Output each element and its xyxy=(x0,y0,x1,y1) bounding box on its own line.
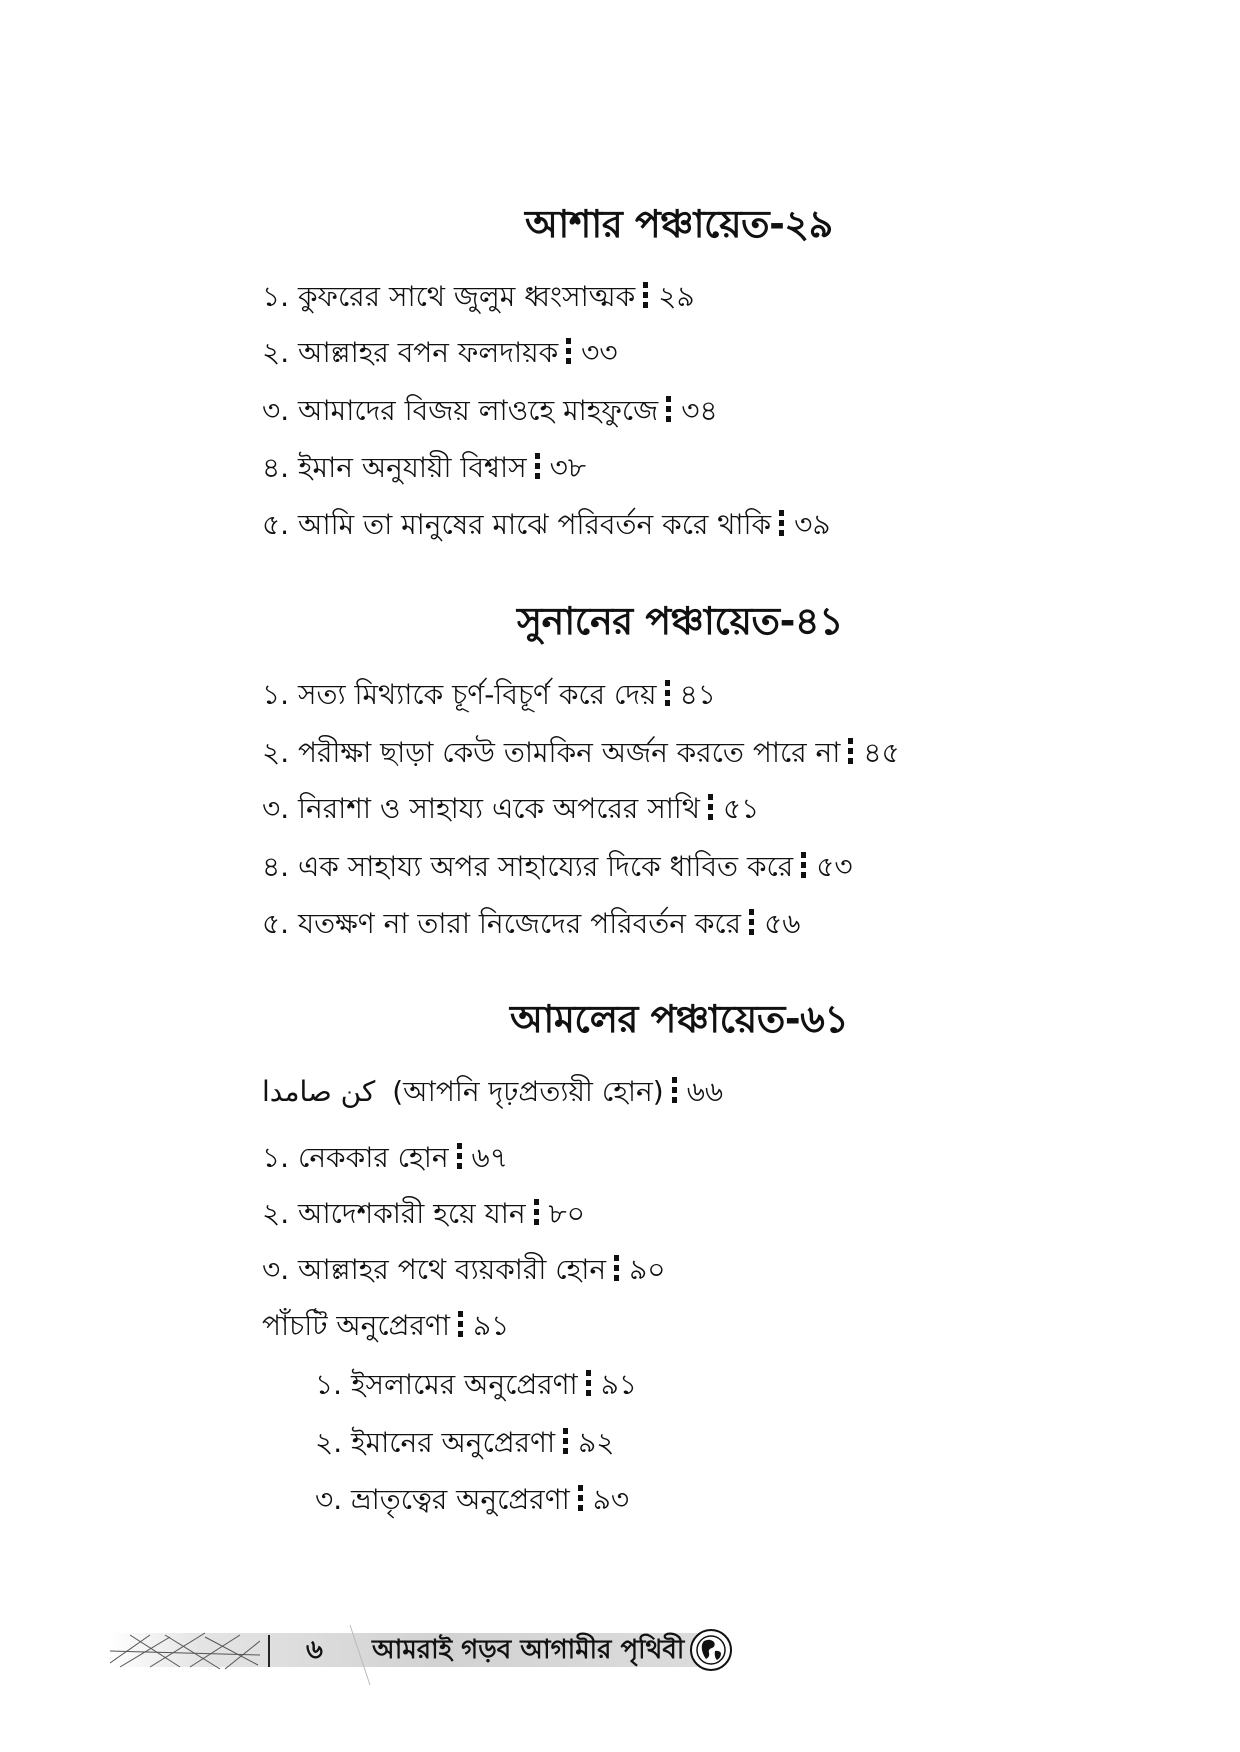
entry-text: ২. ইমানের অনুপ্রেরণা xyxy=(315,1426,556,1459)
separator-icon xyxy=(534,1199,539,1227)
entry-page: ৯৩ xyxy=(592,1483,630,1516)
separator-icon xyxy=(672,1077,677,1105)
entry-text: ৫. আমি তা মানুষের মাঝে পরিবর্তন করে থাকি xyxy=(262,508,772,541)
separator-icon xyxy=(848,738,853,766)
separator-icon xyxy=(566,338,571,366)
separator-icon xyxy=(643,282,648,310)
toc-entry xyxy=(262,1194,585,1234)
arabic-text: كن صامدا xyxy=(262,1075,376,1108)
entry-page: ৯১ xyxy=(472,1309,510,1342)
entry-text: ৩. ভ্রাতৃত্বের অনুপ্রেরণা xyxy=(315,1483,570,1516)
entry-page: ৪৫ xyxy=(863,736,900,769)
footer-page-number: ৬ xyxy=(306,1635,323,1665)
separator-icon xyxy=(708,794,713,822)
toc-subentry xyxy=(315,1365,637,1405)
separator-icon xyxy=(801,852,806,880)
entry-page: ৯১ xyxy=(600,1368,638,1401)
entry-text: ২. আদেশকারী হয়ে যান xyxy=(262,1197,526,1230)
entry-page: ৩৮ xyxy=(549,451,587,484)
entry-page: ৯২ xyxy=(578,1426,615,1459)
globe-icon xyxy=(688,1627,734,1673)
entry-text: ১. কুফরের সাথে জুলুম ধ্বংসাত্মক xyxy=(262,280,636,313)
section-title: আশার পঞ্চায়েত-২৯ xyxy=(525,202,833,246)
separator-icon xyxy=(563,1428,568,1456)
entry-page: ৫১ xyxy=(722,792,760,825)
entry-page: ৩৩ xyxy=(581,336,618,369)
entry-text: ১. সত্য মিথ্যাকে চূর্ণ-বিচূর্ণ করে দেয় xyxy=(262,678,657,711)
separator-icon xyxy=(614,1255,619,1283)
entry-page: ৩৪ xyxy=(681,394,718,427)
toc-entry xyxy=(262,448,586,488)
toc-subheading xyxy=(262,1306,509,1346)
entry-text: ৩. নিরাশা ও সাহায্য একে অপরের সাথি xyxy=(262,792,700,825)
entry-text: (আপনি দৃঢ়প্রত্যয়ী হোন) xyxy=(392,1075,664,1108)
separator-icon xyxy=(666,396,671,424)
entry-text: ২. আল্লাহর বপন ফলদায়ক xyxy=(262,336,559,369)
entry-text: পাঁচটি অনুপ্রেরণা xyxy=(262,1309,450,1342)
toc-entry xyxy=(262,333,618,373)
footer-divider xyxy=(268,1635,270,1667)
section-title: সুনানের পঞ্চায়েত-৪১ xyxy=(517,599,844,643)
toc-subentry xyxy=(315,1423,614,1463)
entry-text: ১. ইসলামের অনুপ্রেরণা xyxy=(315,1368,578,1401)
toc-entry xyxy=(262,277,695,317)
entry-page: ৫৬ xyxy=(764,907,801,940)
entry-text: ৪. এক সাহায্য অপর সাহায্যের দিকে ধাবিত করে xyxy=(262,850,794,883)
toc-entry xyxy=(262,733,900,773)
separator-icon xyxy=(586,1370,591,1398)
toc-entry xyxy=(262,505,831,545)
entry-text: ৩. আমাদের বিজয় লাওহে মাহফুজে xyxy=(262,394,659,427)
toc-entry xyxy=(262,1138,508,1178)
toc-entry xyxy=(262,904,800,944)
separator-icon xyxy=(535,453,540,481)
separator-icon xyxy=(665,680,670,708)
entry-page: ৩৯ xyxy=(794,508,831,541)
entry-text: ৩. আল্লাহর পথে ব্যয়কারী হোন xyxy=(262,1253,607,1286)
entry-text: ৫. যতক্ষণ না তারা নিজেদের পরিবর্তন করে xyxy=(262,907,742,940)
entry-text: ৪. ইমান অনুযায়ী বিশ্বাস xyxy=(262,451,527,484)
toc-entry xyxy=(262,1250,666,1290)
toc-entry xyxy=(262,847,853,887)
entry-page: ৮০ xyxy=(548,1197,585,1230)
decorative-lines-icon xyxy=(110,1631,260,1671)
separator-icon xyxy=(779,510,784,538)
separator-icon xyxy=(749,909,754,937)
section-title: আমলের পঞ্চায়েত-৬১ xyxy=(510,997,849,1041)
separator-icon xyxy=(457,1143,462,1171)
entry-page: ৪১ xyxy=(679,678,716,711)
entry-page: ৯০ xyxy=(629,1253,666,1286)
toc-entry xyxy=(262,391,718,431)
entry-page: ২৯ xyxy=(658,280,695,313)
entry-page: ৬৭ xyxy=(471,1141,508,1174)
footer-book-title: আমরাই গড়ব আগামীর পৃথিবী xyxy=(372,1635,685,1665)
toc-entry xyxy=(262,789,759,829)
entry-page: ৬৬ xyxy=(686,1075,724,1108)
entry-text: ২. পরীক্ষা ছাড়া কেউ তামকিন অর্জন করতে পারে না xyxy=(262,736,841,769)
entry-text: ১. নেককার হোন xyxy=(262,1141,449,1174)
toc-entry xyxy=(262,675,716,715)
separator-icon xyxy=(458,1311,463,1339)
entry-page: ৫৩ xyxy=(816,850,853,883)
separator-icon xyxy=(578,1485,583,1513)
toc-subentry xyxy=(315,1480,629,1520)
page-footer xyxy=(110,1625,750,1675)
toc-entry-arabic xyxy=(262,1072,723,1112)
